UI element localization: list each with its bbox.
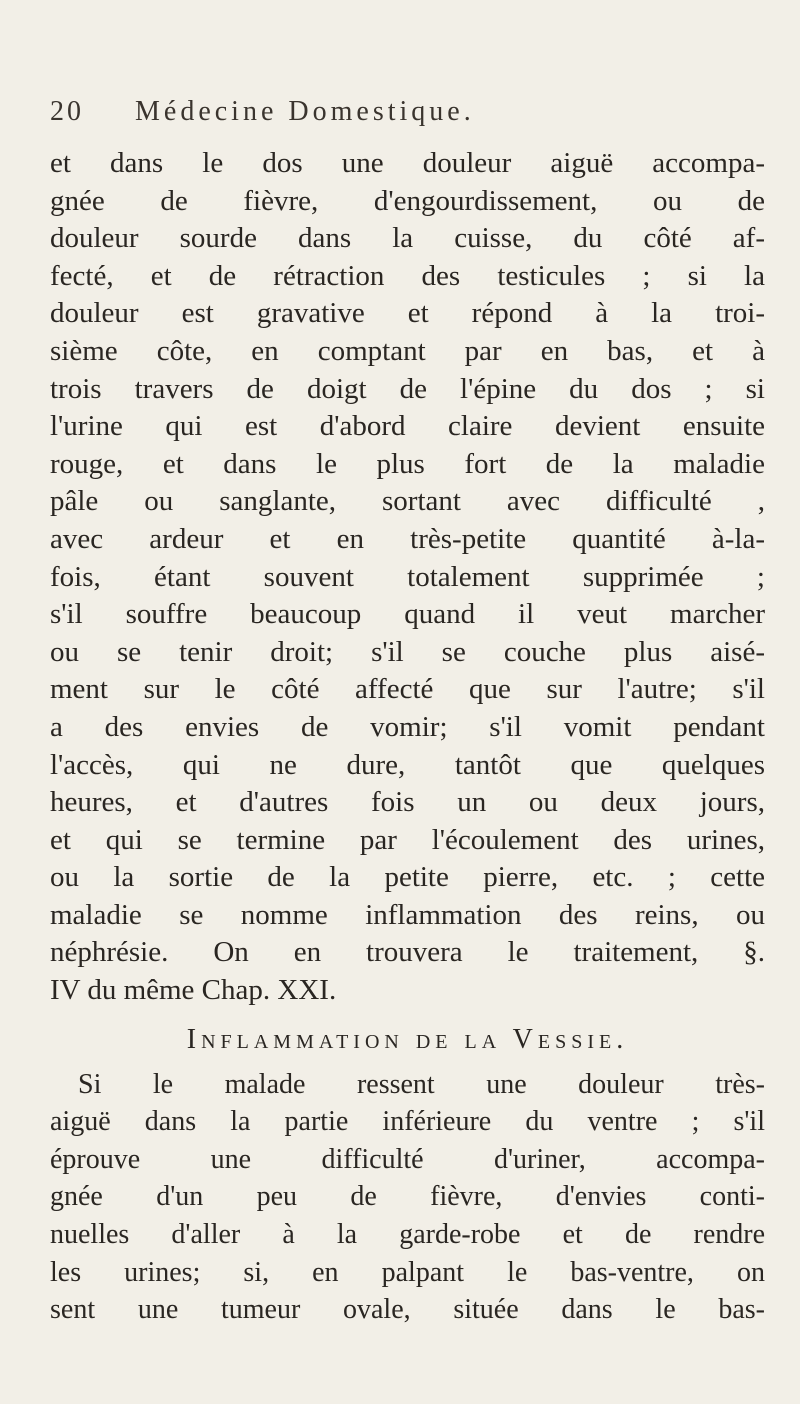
text-line: aiguë dans la partie inférieure du ventre ; s'il	[50, 1106, 765, 1138]
text-line: trois travers de doigt de l'épine du dos ; si	[50, 372, 765, 405]
text-line: pâle ou sanglante, sortant avec difficulté ,	[50, 485, 765, 518]
body-text	[50, 145, 765, 1329]
text-line: et qui se termine par l'écoulement des urines,	[50, 823, 765, 856]
text-line: les urines; si, en palpant le bas-ventre, on	[50, 1256, 765, 1288]
text-line: douleur est gravative et répond à la troi-	[50, 297, 765, 330]
text-line: l'urine qui est d'abord claire devient ensuite	[50, 410, 765, 443]
page-number: 20	[50, 96, 84, 127]
text-line: fois, étant souvent totalement supprimée ;	[50, 560, 765, 593]
text-line: sent une tumeur ovale, située dans le bas-	[50, 1294, 765, 1326]
text-line: s'il souffre beaucoup quand il veut marcher	[50, 598, 765, 631]
paragraph-2	[50, 1066, 765, 1329]
text-line: néphrésie. On en trouvera le traitement, §.	[50, 936, 765, 969]
text-line: heures, et d'autres fois un ou deux jours,	[50, 786, 765, 819]
text-line: gnée de fièvre, d'engourdissement, ou de	[50, 184, 765, 217]
text-line: avec ardeur et en très-petite quantité à-la-	[50, 522, 765, 555]
text-line: rouge, et dans le plus fort de la maladie	[50, 447, 765, 480]
text-line: douleur sourde dans la cuisse, du côté af-	[50, 222, 765, 255]
running-title: Médecine Domestique.	[135, 96, 475, 127]
text-line: IV du même Chap. XXI.	[50, 974, 337, 1007]
text-line: maladie se nomme inflammation des reins, ou	[50, 898, 765, 931]
text-line: fecté, et de rétraction des testicules ; si la	[50, 259, 765, 292]
text-line: ment sur le côté affecté que sur l'autre; s'il	[50, 673, 765, 706]
text-line: ou la sortie de la petite pierre, etc. ; cette	[50, 861, 765, 894]
page-header	[50, 96, 770, 136]
paragraph-1	[50, 145, 765, 1010]
text-line: a des envies de vomir; s'il vomit pendant	[50, 710, 765, 743]
section-heading: Inflammation de la Vessie.	[186, 1023, 629, 1055]
text-line: et dans le dos une douleur aiguë accompa-	[50, 147, 765, 179]
text-line: ou se tenir droit; s'il se couche plus aisé-	[50, 635, 765, 668]
text-line: l'accès, qui ne dure, tantôt que quelques	[50, 748, 765, 781]
text-line: Si le malade ressent une douleur très-	[78, 1068, 765, 1100]
text-line: gnée d'un peu de fièvre, d'envies conti-	[50, 1181, 765, 1213]
text-line: nuelles d'aller à la garde-robe et de rendre	[50, 1219, 765, 1251]
text-line: sième côte, en comptant par en bas, et à	[50, 334, 765, 367]
text-line: éprouve une difficulté d'uriner, accompa-	[50, 1143, 765, 1175]
